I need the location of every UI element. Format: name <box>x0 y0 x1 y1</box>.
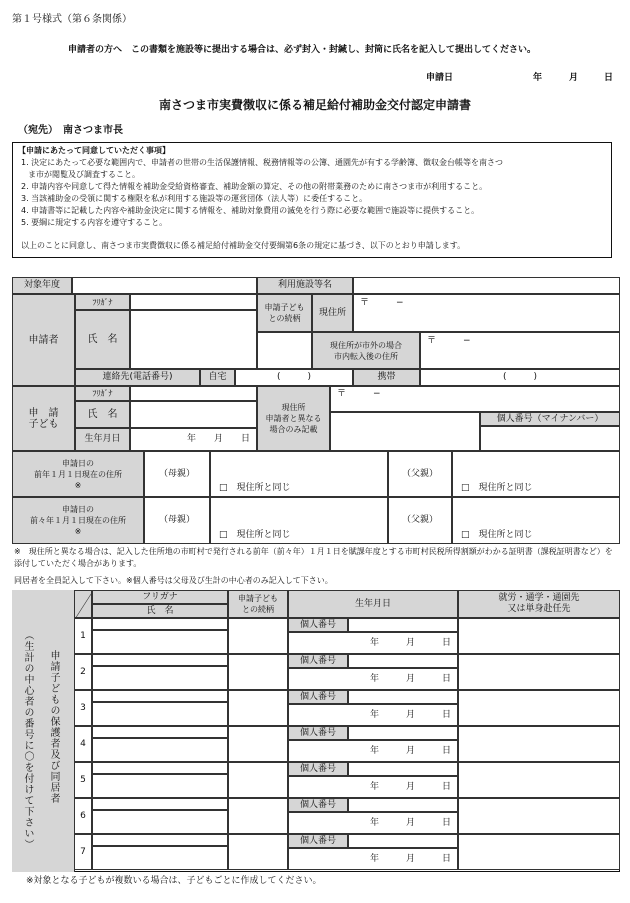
child-address-input[interactable] <box>330 386 620 412</box>
personal-number-input[interactable] <box>348 762 458 776</box>
row-number[interactable]: 7 <box>74 834 92 870</box>
father-prev-address-input[interactable] <box>452 451 620 497</box>
facility-input[interactable] <box>353 277 620 294</box>
same-address-checkbox[interactable]: □ 現住所と同じ <box>219 483 291 493</box>
member-furigana-input[interactable] <box>92 798 228 810</box>
member-relation-input[interactable] <box>228 618 288 654</box>
personal-number-label: 個人番号 <box>288 762 348 776</box>
personal-number-input[interactable] <box>348 690 458 704</box>
postal-mark: 〒 − <box>337 389 381 399</box>
consent-closing: 以上のことに同意し、南さつま市実費徴収に係る補足給付補助金交付要綱第6条の規定に基づき、以下のとおり申請します。 <box>21 241 466 250</box>
applicant-relation-input[interactable] <box>257 332 312 369</box>
child-birthdate-label: 生年月日 <box>75 428 130 451</box>
personal-number-label: 個人番号 <box>288 834 348 848</box>
member-furigana-input[interactable] <box>92 654 228 666</box>
final-note: ※対象となる子どもが複数いる場合は、子どもごとに作成してください。 <box>26 876 322 886</box>
member-work-input[interactable] <box>458 762 620 798</box>
member-furigana-input[interactable] <box>92 690 228 702</box>
contact-label: 連絡先(電話番号) <box>75 369 200 386</box>
same-address-checkbox[interactable]: □ 現住所と同じ <box>461 530 533 540</box>
father-prev-prev-address-input[interactable] <box>452 497 620 544</box>
target-year-input[interactable] <box>72 277 257 294</box>
mynumber-input[interactable] <box>480 426 620 451</box>
home-phone-input[interactable]: ( ) <box>235 369 353 386</box>
child-label: 申 請 子ども <box>12 386 75 451</box>
personal-number-label: 個人番号 <box>288 618 348 632</box>
father-label: （父親） <box>388 451 452 497</box>
row-number[interactable]: 4 <box>74 726 92 762</box>
mobile-phone-label: 携帯 <box>353 369 420 386</box>
same-address-checkbox[interactable]: □ 現住所と同じ <box>461 483 533 493</box>
mynumber-label: 個人番号（マイナンバー） <box>480 412 620 426</box>
mother-prev-prev-address-input[interactable] <box>210 497 388 544</box>
child-address-label: 現住所 申請者と異なる 場合のみ記載 <box>257 386 330 451</box>
postal-mark: 〒 − <box>427 336 471 346</box>
date-day: 日 <box>604 73 614 83</box>
postal-mark: 〒 − <box>360 298 404 308</box>
child-birthdate-input[interactable]: 年 月 日 <box>130 428 257 451</box>
moved-address-input[interactable] <box>420 332 620 369</box>
birthdate-header: 生年月日 <box>288 590 458 618</box>
member-birthdate-input[interactable]: 年 月 日 <box>288 740 458 762</box>
member-birthdate-input[interactable]: 年 月 日 <box>288 776 458 798</box>
member-relation-input[interactable] <box>228 654 288 690</box>
child-name-input[interactable] <box>130 401 257 428</box>
address-input[interactable] <box>353 294 620 332</box>
prev-year-address-label: 申請日の 前年１月１日現在の住所 ※ <box>12 451 144 497</box>
mobile-phone-input[interactable]: ( ) <box>420 369 620 386</box>
member-name-input[interactable] <box>92 846 228 870</box>
member-work-input[interactable] <box>458 618 620 654</box>
child-furigana-label: ﾌﾘｶﾞﾅ <box>75 386 130 401</box>
row-number[interactable]: 6 <box>74 798 92 834</box>
personal-number-label: 個人番号 <box>288 690 348 704</box>
member-relation-input[interactable] <box>228 690 288 726</box>
member-furigana-input[interactable] <box>92 726 228 738</box>
child-furigana-input[interactable] <box>130 386 257 401</box>
application-date-label: 申請日 <box>426 73 454 83</box>
member-work-input[interactable] <box>458 834 620 870</box>
child-address-input-2[interactable] <box>330 412 480 451</box>
consent-item: 1. 決定にあたって必要な範囲内で、申請者の世帯の生活保護情報、税務情報等の公簿、通園先が有する学齢簿、徴収金台帳等を南さつ <box>21 158 504 167</box>
applicant-label: 申請者 <box>12 294 75 386</box>
footnote: ※ 現住所と異なる場合は、記入した住所地の市町村で発行される前年（前々年）１月１日を賦課年度とする市町村民税所得割額がわかる証明書（課税証明書など）を添付していただく場合があります。 <box>14 547 613 568</box>
mother-label: （母親） <box>144 451 210 497</box>
member-relation-input[interactable] <box>228 798 288 834</box>
facility-label: 利用施設等名 <box>257 277 353 294</box>
personal-number-input[interactable] <box>348 726 458 740</box>
name-header: 氏 名 <box>92 604 228 618</box>
member-birthdate-input[interactable]: 年 月 日 <box>288 668 458 690</box>
row-number[interactable]: 3 <box>74 690 92 726</box>
address-label: 現住所 <box>312 294 353 332</box>
prev-prev-year-address-label: 申請日の 前々年１月１日現在の住所 ※ <box>12 497 144 544</box>
personal-number-input[interactable] <box>348 618 458 632</box>
form-title: 南さつま市実費徴収に係る補足給付補助金交付認定申請書 <box>158 98 471 112</box>
member-birthdate-input[interactable]: 年 月 日 <box>288 704 458 726</box>
consent-item: 5. 要綱に規定する内容を遵守すること。 <box>21 218 168 227</box>
member-name-input[interactable] <box>92 738 228 762</box>
consent-item: ま市が閲覧及び調査すること。 <box>28 170 140 179</box>
member-work-input[interactable] <box>458 654 620 690</box>
member-work-input[interactable] <box>458 798 620 834</box>
applicant-furigana-input[interactable] <box>130 294 257 310</box>
row-number[interactable]: 2 <box>74 654 92 690</box>
applicant-relation-label: 申請子ども との続柄 <box>257 294 312 332</box>
date-month: 月 <box>569 73 579 83</box>
member-birthdate-input[interactable]: 年 月 日 <box>288 848 458 870</box>
consent-item: 2. 申請内容や同意して得た情報を補助金受給資格審査、補助金額の算定、その他の附帯業務のために南さつま市が利用すること。 <box>21 182 488 191</box>
consent-item: 3. 当該補助金の受領に関する権限を私が利用する施設等の運営団体（法人等）に委任すること。 <box>21 194 368 203</box>
member-name-input[interactable] <box>92 774 228 798</box>
personal-number-input[interactable] <box>348 654 458 668</box>
furigana-header: フリガナ <box>92 590 228 604</box>
consent-box <box>12 142 612 258</box>
moved-address-label: 現住所が市外の場合 市内転入後の住所 <box>312 332 420 369</box>
member-name-input[interactable] <box>92 666 228 690</box>
addressee: （宛先） 南さつま市長 <box>18 125 123 136</box>
date-year: 年 <box>533 73 543 83</box>
personal-number-label: 個人番号 <box>288 798 348 812</box>
personal-number-input[interactable] <box>348 798 458 812</box>
row-number[interactable]: 5 <box>74 762 92 798</box>
member-relation-input[interactable] <box>228 762 288 798</box>
member-furigana-input[interactable] <box>92 618 228 630</box>
member-work-input[interactable] <box>458 690 620 726</box>
submission-notice: 申請者の方へ この書類を施設等に提出する場合は、必ず封入・封緘し、封筒に氏名を記入して提出してください。 <box>68 45 537 55</box>
personal-number-label: 個人番号 <box>288 654 348 668</box>
row-number[interactable]: 1 <box>74 618 92 654</box>
household-note: 同居者を全員記入して下さい。※個人番号は父母及び生計の中心者のみ記入して下さい。 <box>14 576 333 585</box>
member-furigana-input[interactable] <box>92 762 228 774</box>
work-header: 就労・通学・通園先 又は単身赴任先 <box>458 590 620 618</box>
member-name-input[interactable] <box>92 810 228 834</box>
target-year-label: 対象年度 <box>12 277 72 294</box>
member-name-input[interactable] <box>92 630 228 654</box>
member-relation-input[interactable] <box>228 726 288 762</box>
number-header <box>74 590 92 618</box>
household-side-note: （生計の中心者の番号に〇を付けて下さい） <box>22 630 33 850</box>
consent-heading: 【申請にあたって同意していただく事項】 <box>18 146 170 155</box>
member-birthdate-input[interactable]: 年 月 日 <box>288 812 458 834</box>
father-label: （父親） <box>388 497 452 544</box>
personal-number-input[interactable] <box>348 834 458 848</box>
member-birthdate-input[interactable]: 年 月 日 <box>288 632 458 654</box>
home-phone-label: 自宅 <box>200 369 235 386</box>
same-address-checkbox[interactable]: □ 現住所と同じ <box>219 530 291 540</box>
diagonal-line <box>75 591 93 619</box>
member-relation-input[interactable] <box>228 834 288 870</box>
consent-item: 4. 申請書等に記載した内容や補助金決定に関する情報を、補助対象費用の滅免を行う際に必要な範囲で施設等に提供すること。 <box>21 206 480 215</box>
mother-prev-address-input[interactable] <box>210 451 388 497</box>
child-name-label: 氏 名 <box>75 401 130 428</box>
relation-header: 申請子ども との続柄 <box>228 590 288 618</box>
member-work-input[interactable] <box>458 726 620 762</box>
applicant-name-input[interactable] <box>130 310 257 369</box>
household-side-label <box>12 590 74 872</box>
applicant-furigana-label: ﾌﾘｶﾞﾅ <box>75 294 130 310</box>
household-side-title: 申請子どもの保護者及び同居者 <box>48 650 59 804</box>
personal-number-label: 個人番号 <box>288 726 348 740</box>
member-furigana-input[interactable] <box>92 834 228 846</box>
form-number: 第１号様式（第６条関係） <box>12 14 132 25</box>
applicant-name-label: 氏 名 <box>75 310 130 369</box>
mother-label: （母親） <box>144 497 210 544</box>
member-name-input[interactable] <box>92 702 228 726</box>
